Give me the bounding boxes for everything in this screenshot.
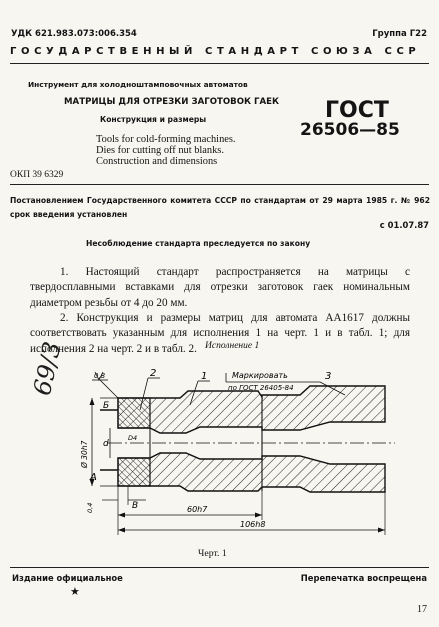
okp-divider [10, 184, 429, 185]
section-b-label: Б [103, 401, 110, 411]
star-icon: ★ [70, 586, 80, 598]
d4-label: D4 [128, 434, 138, 442]
figure-caption: Черт. 1 [198, 548, 227, 559]
bore-d-label: d [103, 439, 109, 449]
paragraph-1: 1. Настоящий стандарт распространяется на матрицы с твердосплавными вставками для отрезки заготовок гаек номинальным диаметром резьбы от 4 до 20 мм. [30, 266, 410, 309]
footer-divider [10, 567, 429, 568]
gost-label: ГОСТ [325, 98, 389, 123]
reprint-prohibited: Перепечатка воспрещена [300, 573, 427, 583]
official-edition: Издание официальное [12, 573, 123, 583]
dim-106: 106h8 [240, 520, 266, 529]
gost-number: 26506—85 [300, 120, 400, 140]
english-title-line-1: Tools for cold-forming machines. [96, 134, 236, 145]
decree-text: Постановлением Государственного комитета СССР по стандартам от 29 марта 1985 г. № 962 срок введения установлен [10, 196, 430, 219]
section-a-label: А [90, 472, 97, 483]
diameter-dimension: Ø 30h7 [80, 440, 89, 468]
standard-banner: ГОСУДАРСТВЕННЫЙ СТАНДАРТ СОЮЗА ССР [10, 46, 421, 57]
dim-b: В [132, 501, 139, 511]
english-title-line-3: Construction and dimensions [96, 156, 218, 167]
roughness-label: 0,8 [94, 372, 106, 380]
page-number: 17 [417, 604, 427, 615]
header-divider [10, 63, 429, 64]
dim-60: 60h7 [187, 505, 208, 514]
paragraph-2: 2. Конструкция и размеры матриц для автомата АА1617 должны соответствовать указанным для исполнения 1 на черт. 1 и в табл. 1; для исполнения 2 на черт. 2 и в табл. 2. [30, 312, 410, 355]
version-label: Исполнение 1 [205, 341, 260, 351]
handwritten-note: 69/3 [28, 339, 67, 398]
die-drawing [0, 355, 439, 545]
title-line-3: Конструкция и размеры [100, 115, 207, 124]
udk-code: УДК 621.983.073:006.354 [11, 29, 137, 39]
callout-1: 1 [201, 371, 208, 382]
marking-ref: по ГОСТ 26405-84 [228, 384, 294, 392]
lower-body-section [118, 453, 385, 492]
effective-date: с 01.07.87 [379, 220, 429, 230]
english-title-line-2: Dies for cutting off nut blanks. [96, 145, 224, 156]
insert-upper [118, 398, 150, 428]
callout-2: 2 [150, 368, 157, 379]
dim-0-4: 0,4 [86, 502, 94, 513]
callout-3: 3 [325, 371, 332, 382]
group-code: Группа Г22 [372, 29, 427, 39]
law-warning: Несоблюдение стандарта преследуется по закону [86, 239, 311, 248]
okp-code: ОКП 39 6329 [10, 170, 64, 180]
title-line-1: Инструмент для холодноштамповочных автоматов [28, 80, 248, 89]
insert-lower [118, 458, 150, 486]
title-line-2: МАТРИЦЫ ДЛЯ ОТРЕЗКИ ЗАГОТОВОК ГАЕК [64, 97, 280, 107]
upper-body-section [118, 386, 385, 433]
marking-label: Маркировать [232, 371, 288, 380]
english-title [96, 134, 236, 167]
